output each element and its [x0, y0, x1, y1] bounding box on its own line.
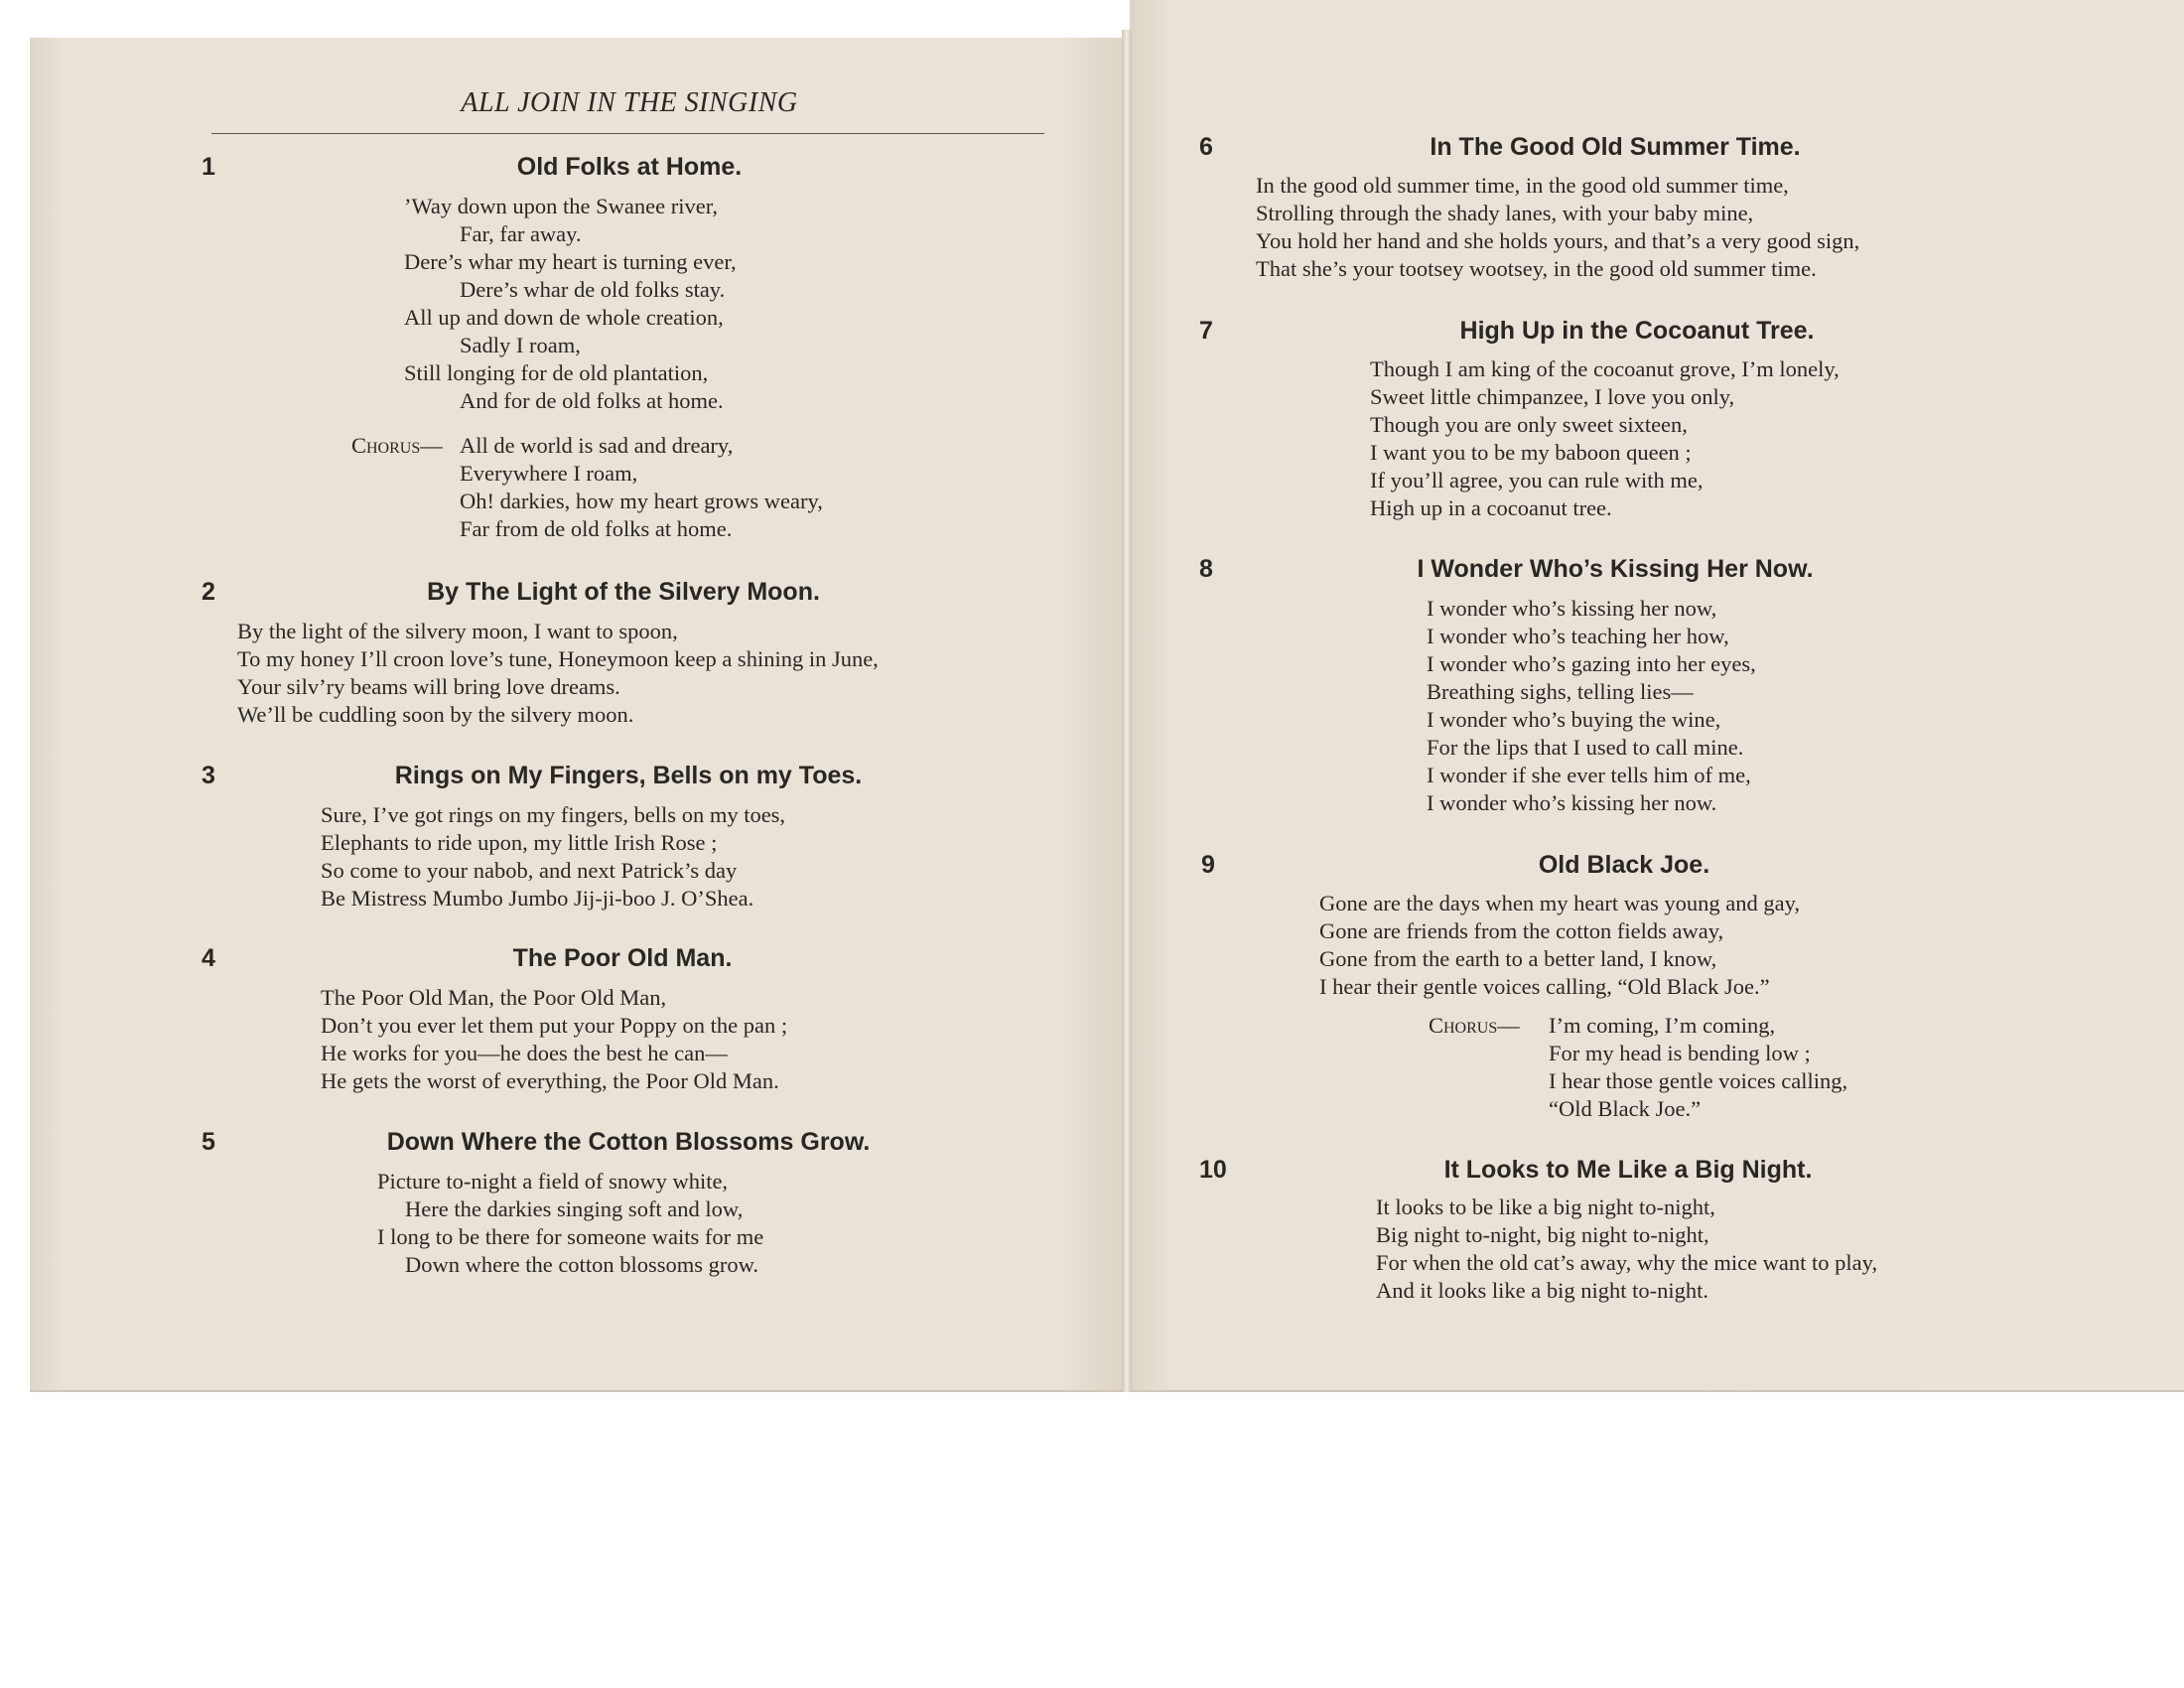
lyric-line: We’ll be cuddling soon by the silvery moon. — [237, 702, 634, 727]
lyric-line: Elephants to ride upon, my little Irish Rose ; — [321, 830, 718, 855]
song-number: 4 — [202, 944, 215, 972]
song-number: 5 — [202, 1128, 215, 1156]
lyric-line: I wonder who’s buying the wine, — [1427, 707, 1721, 732]
song-title: It Looks to Me Like a Big Night. — [1443, 1156, 1813, 1184]
lyric-line: I wonder who’s kissing her now, — [1427, 596, 1717, 621]
lyric-line: Down where the cotton blossoms grow. — [405, 1252, 758, 1277]
lyric-line: To my honey I’ll croon love’s tune, Honeymoon keep a shining in June, — [237, 646, 879, 671]
chorus-line: I hear those gentle voices calling, — [1549, 1068, 1848, 1093]
lyric-line: The Poor Old Man, the Poor Old Man, — [321, 985, 667, 1010]
chorus-line: For my head is bending low ; — [1549, 1041, 1811, 1065]
book-gutter — [1122, 30, 1132, 1392]
song-title: In The Good Old Summer Time. — [1430, 133, 1801, 161]
lyric-line: High up in a cocoanut tree. — [1370, 495, 1612, 520]
song-title: Old Black Joe. — [1538, 851, 1710, 879]
lyric-line: I hear their gentle voices calling, “Old Black Joe.” — [1319, 974, 1770, 999]
lyric-line: Gone are friends from the cotton fields away, — [1319, 918, 1724, 943]
song-title: By The Light of the Silvery Moon. — [427, 578, 820, 606]
chorus-line: “Old Black Joe.” — [1549, 1096, 1702, 1121]
lyric-line: For the lips that I used to call mine. — [1427, 735, 1744, 760]
lyric-line: I want you to be my baboon queen ; — [1370, 440, 1692, 465]
lyric-line: I wonder who’s teaching her how, — [1427, 624, 1729, 648]
lyric-line: Far, far away. — [460, 221, 582, 246]
chorus-label: Chorus— — [351, 433, 443, 458]
song-title: Rings on My Fingers, Bells on my Toes. — [394, 762, 863, 789]
lyric-line: Sadly I roam, — [460, 333, 581, 357]
lyric-line: Still longing for de old plantation, — [404, 360, 709, 385]
lyric-line: Strolling through the shady lanes, with your baby mine, — [1256, 201, 1754, 225]
chorus-line: Far from de old folks at home. — [460, 516, 733, 541]
song-title: Old Folks at Home. — [516, 153, 743, 181]
lyric-line: Gone are the days when my heart was young and gay, — [1319, 891, 1801, 915]
lyric-line: If you’ll agree, you can rule with me, — [1370, 468, 1704, 492]
lyric-line: Sure, I’ve got rings on my fingers, bells on my toes, — [321, 802, 786, 827]
lyric-line: He gets the worst of everything, the Poor Old Man. — [321, 1068, 779, 1093]
lyric-line: Breathing sighs, telling lies— — [1427, 679, 1694, 704]
song-title: The Poor Old Man. — [512, 944, 733, 972]
lyric-line: It looks to be like a big night to-night, — [1376, 1195, 1715, 1219]
song-number: 7 — [1199, 317, 1213, 345]
lyric-line: Gone from the earth to a better land, I know, — [1319, 946, 1717, 971]
lyric-line: That she’s your tootsey wootsey, in the good old summer time. — [1256, 256, 1817, 281]
lyric-line: Though you are only sweet sixteen, — [1370, 412, 1688, 437]
lyric-line: ’Way down upon the Swanee river, — [404, 194, 718, 218]
song-number: 8 — [1199, 555, 1213, 583]
chorus-line: Oh! darkies, how my heart grows weary, — [460, 489, 823, 513]
lyric-line: For when the old cat’s away, why the mice want to play, — [1376, 1250, 1878, 1275]
lyric-line: And it looks like a big night to-night. — [1376, 1278, 1708, 1303]
song-number: 6 — [1199, 133, 1213, 161]
lyric-line: I wonder who’s kissing her now. — [1427, 790, 1717, 815]
lyric-line: Though I am king of the cocoanut grove, I’m lonely, — [1370, 356, 1840, 381]
head-rule — [211, 133, 1044, 134]
lyric-line: So come to your nabob, and next Patrick’s day — [321, 858, 738, 883]
lyric-line: Dere’s whar my heart is turning ever, — [404, 249, 737, 274]
lyric-line: Sweet little chimpanzee, I love you only, — [1370, 384, 1735, 409]
lyric-line: Here the darkies singing soft and low, — [405, 1196, 744, 1221]
chorus-line: I’m coming, I’m coming, — [1549, 1013, 1776, 1038]
lyric-line: By the light of the silvery moon, I want to spoon, — [237, 619, 678, 643]
lyric-line: You hold her hand and she holds yours, and that’s a very good sign, — [1256, 228, 1860, 253]
lyric-line: He works for you—he does the best he can— — [321, 1041, 728, 1065]
chorus-line: All de world is sad and dreary, — [460, 433, 734, 458]
chorus-label: Chorus— — [1429, 1013, 1520, 1038]
chorus-line: Everywhere I roam, — [460, 461, 638, 486]
song-title: High Up in the Cocoanut Tree. — [1459, 317, 1815, 345]
song-number: 9 — [1201, 851, 1215, 879]
lyric-line: I wonder who’s gazing into her eyes, — [1427, 651, 1756, 676]
lyric-line: And for de old folks at home. — [460, 388, 724, 413]
lyric-line: Don’t you ever let them put your Poppy on the pan ; — [321, 1013, 788, 1038]
song-number: 2 — [202, 578, 215, 606]
lyric-line: I wonder if she ever tells him of me, — [1427, 763, 1751, 787]
song-title: I Wonder Who’s Kissing Her Now. — [1417, 555, 1814, 583]
lyric-line: All up and down de whole creation, — [404, 305, 724, 330]
song-title: Down Where the Cotton Blossoms Grow. — [386, 1128, 871, 1156]
lyric-line: Dere’s whar de old folks stay. — [460, 277, 726, 302]
lyric-line: In the good old summer time, in the good old summer time, — [1256, 173, 1789, 198]
lyric-line: I long to be there for someone waits for me — [377, 1224, 764, 1249]
song-number: 10 — [1199, 1156, 1227, 1184]
song-number: 1 — [202, 153, 215, 181]
running-head: ALL JOIN IN THE SINGING — [461, 87, 798, 118]
lyric-line: Be Mistress Mumbo Jumbo Jij-ji-boo J. O’Shea. — [321, 886, 754, 911]
song-number: 3 — [202, 762, 215, 789]
lyric-line: Big night to-night, big night to-night, — [1376, 1222, 1709, 1247]
lyric-line: Your silv’ry beams will bring love dreams. — [237, 674, 620, 699]
lyric-line: Picture to-night a field of snowy white, — [377, 1169, 729, 1194]
